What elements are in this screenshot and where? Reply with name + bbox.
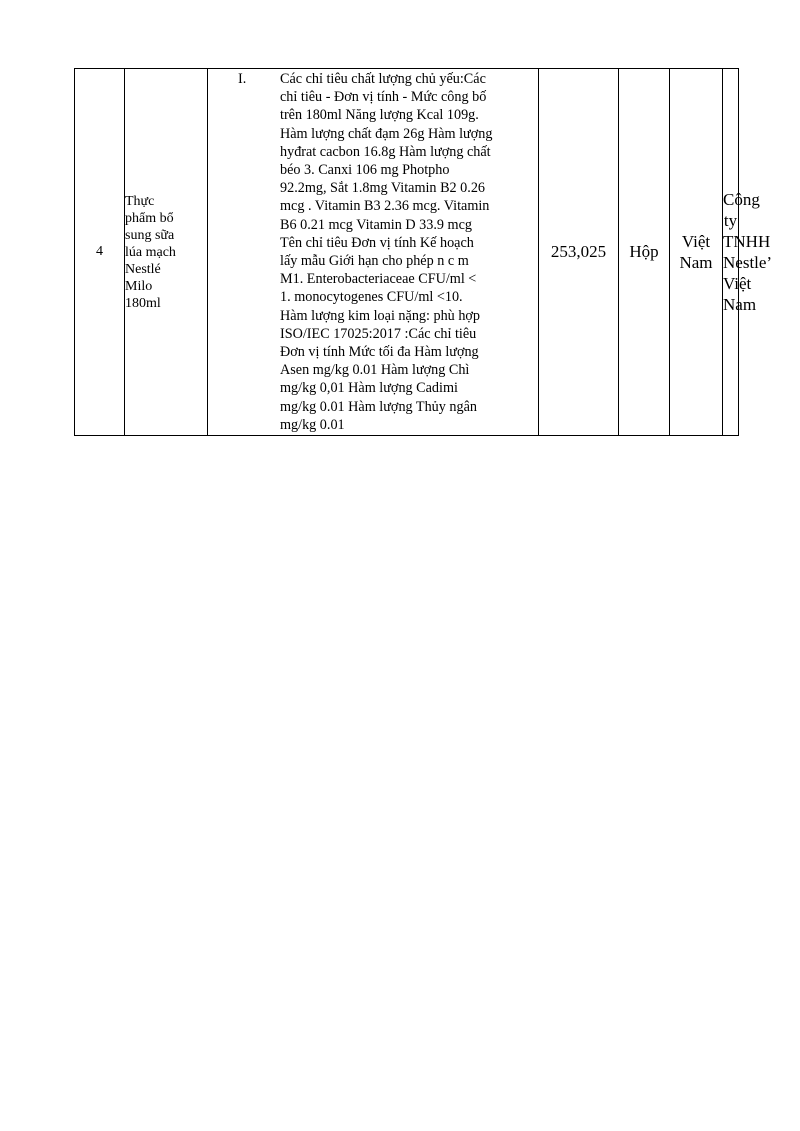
spec-line: béo 3. Canxi 106 mg Photpho — [280, 162, 450, 179]
product-name-line: Nestlé — [125, 261, 161, 277]
company-line: Việt — [723, 274, 752, 294]
specification-cell — [208, 69, 539, 436]
spec-line: M1. Enterobacteriaceae CFU/ml < — [280, 271, 477, 288]
unit-value: Hộp — [629, 242, 659, 262]
unit-cell — [619, 69, 670, 436]
row-number: 4 — [96, 244, 103, 260]
spec-line: Hàm lượng kim loại nặng: phù hợp — [280, 307, 481, 324]
list-marker: I. — [238, 71, 247, 87]
table-row — [75, 69, 739, 436]
quantity-cell — [539, 69, 619, 436]
spec-line: mg/kg 0,01 Hàm lượng Cadimi — [280, 380, 458, 397]
spec-line: Đơn vị tính Mức tối đa Hàm lượng — [280, 344, 479, 361]
specification-text — [280, 70, 538, 434]
quantity-value: 253,025 — [550, 242, 607, 262]
spec-line: 1. monocytogenes CFU/ml <10. — [280, 289, 463, 306]
product-name-line: 180ml — [125, 295, 161, 311]
spec-line: hyđrat cacbon 16.8g Hàm lượng chất — [280, 143, 491, 160]
company-line: Nestle’ — [723, 253, 773, 273]
company-line: ty — [723, 211, 738, 231]
origin-line: Việt — [681, 232, 711, 252]
product-name-cell — [125, 69, 208, 436]
company-line: TNHH — [723, 232, 771, 252]
product-name-line: lúa mạch — [125, 244, 176, 260]
product-name-line: phẩm bổ — [125, 210, 174, 226]
spec-line: Các chỉ tiêu chất lượng chủ yếu:Các — [280, 71, 486, 87]
spec-line: ISO/IEC 17025:2017 :Các chỉ tiêu — [280, 325, 477, 342]
origin-cell — [670, 69, 723, 436]
spec-line: Tên chỉ tiêu Đơn vị tính Kế hoạch — [280, 234, 474, 251]
spec-line: mg/kg 0.01 — [280, 416, 345, 433]
spec-line: B6 0.21 mcg Vitamin D 33.9 mcg — [280, 216, 472, 233]
spec-line: lấy mẫu Giới hạn cho phép n c m — [280, 253, 469, 270]
spec-line: Asen mg/kg 0.01 Hàm lượng Chì — [280, 362, 470, 379]
product-spec-table — [74, 68, 773, 436]
product-name-line: Milo — [125, 278, 153, 294]
spec-line: chỉ tiêu - Đơn vị tính - Mức công bố — [280, 89, 487, 106]
spec-line: mcg . Vitamin B3 2.36 mcg. Vitamin — [280, 198, 490, 215]
spec-line: trên 180ml Năng lượng Kcal 109g. — [280, 107, 479, 124]
company-line: Công — [723, 190, 760, 210]
spec-line: 92.2mg, Sắt 1.8mg Vitamin B2 0.26 — [280, 180, 486, 197]
origin-line: Nam — [679, 253, 713, 273]
company-cell — [723, 69, 773, 436]
company-line: Nam — [723, 295, 757, 315]
spec-line: mg/kg 0.01 Hàm lượng Thủy ngân — [280, 398, 477, 415]
product-name-line: Thực — [125, 193, 155, 209]
product-name-line: sung sữa — [125, 227, 175, 243]
spec-line: Hàm lượng chất đạm 26g Hàm lượng — [280, 125, 493, 142]
row-number-cell — [75, 69, 125, 436]
